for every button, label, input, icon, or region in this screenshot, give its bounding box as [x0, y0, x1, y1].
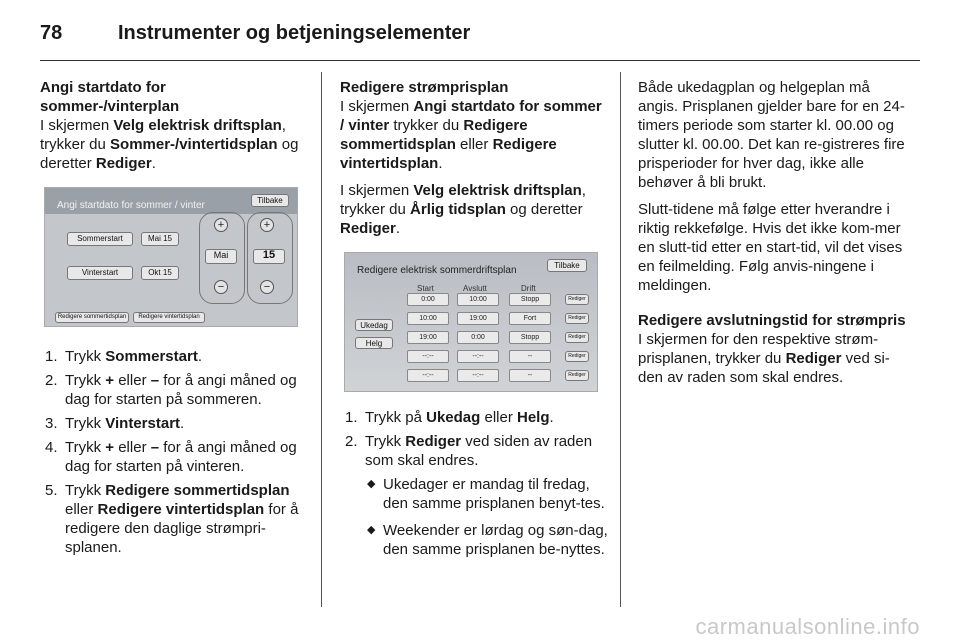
day-minus-button[interactable]: − — [260, 280, 274, 294]
list-item: 1. Trykk Sommerstart. — [45, 348, 202, 365]
paragraph: Både ukedagplan og helgeplan må angis. Prisplanen gjelder bare for en 24-timers periode som starter kl. 00.00 og slutter kl. 00.00. Det kan re-gistreres fire prisperioder for hver dag, ikke alle behøver å bli brukt. — [638, 79, 905, 191]
list-item: 4. Trykk + eller – for å angi måned og dag for starten på vinteren. — [45, 439, 297, 475]
paragraph: I skjermen Velg elektrisk driftsplan, trykker du Årlig tidsplan og deretter Rediger. — [340, 182, 586, 237]
column-header-mode: Drift — [521, 284, 536, 293]
bullet-list — [365, 475, 608, 559]
bullet-item: ◆ Ukedager er mandag til fredag, den samme prisplanen benyt-tes. — [367, 476, 605, 512]
day-value: 15 — [253, 249, 285, 264]
row-end-time: 19:00 — [457, 312, 499, 325]
steps-list — [340, 408, 608, 559]
row-edit-button[interactable]: Rediger — [565, 313, 589, 324]
list-item: 1. Trykk på Ukedag eller Helg. — [345, 409, 554, 426]
row-start-time: 0:00 — [407, 293, 449, 306]
column-header-end: Avslutt — [463, 284, 487, 293]
column-1 — [40, 78, 308, 562]
row-end-time: 0:00 — [457, 331, 499, 344]
summer-date: Mai 15 — [141, 232, 179, 246]
list-item: 2. Trykk + eller – for å angi måned og dag for starten på sommeren. — [45, 372, 297, 408]
row-end-time: --:-- — [457, 350, 499, 363]
row-edit-button[interactable]: Rediger — [565, 332, 589, 343]
row-start-time: 19:00 — [407, 331, 449, 344]
steps-list — [40, 347, 308, 557]
list-item: 3. Trykk Vinterstart. — [45, 415, 185, 432]
header-rule — [40, 60, 920, 61]
row-mode: Stopp — [509, 293, 551, 306]
list-item: 5. Trykk Redigere sommertidsplan eller Redigere vintertidsplan for å redigere den daglige strømpri-splanen. — [45, 482, 299, 556]
column-divider-1 — [321, 72, 322, 607]
section-heading: Redigere strømprisplan I skjermen Angi startdato for sommer / vinter trykker du Redigere sommertidsplan eller Redigere vintertidsplan. — [340, 79, 602, 172]
row-start-time: --:-- — [407, 369, 449, 382]
row-end-time: 10:00 — [457, 293, 499, 306]
month-value: Mai — [205, 249, 237, 264]
weekday-button[interactable]: Ukedag — [355, 319, 393, 331]
section-heading: Redigere avslutningstid for strømpris I skjermen for den respektive strøm-prisplanen, trykker du Rediger ved si-den av raden som skal endres. — [638, 312, 906, 386]
row-edit-button[interactable]: Rediger — [565, 351, 589, 362]
column-3 — [638, 78, 908, 395]
figure-edit-plan-screen — [344, 252, 598, 392]
column-header-start: Start — [417, 284, 434, 293]
summer-start-button[interactable]: Sommerstart — [67, 232, 133, 246]
back-button[interactable]: Tilbake — [251, 194, 289, 207]
row-mode: Stopp — [509, 331, 551, 344]
weekend-button[interactable]: Helg — [355, 337, 393, 349]
row-mode: Fort — [509, 312, 551, 325]
row-edit-button[interactable]: Rediger — [565, 294, 589, 305]
page-title: Instrumenter og betjeningselementer — [118, 22, 471, 44]
month-minus-button[interactable]: − — [214, 280, 228, 294]
row-start-time: --:-- — [407, 350, 449, 363]
back-button[interactable]: Tilbake — [547, 259, 587, 272]
column-divider-2 — [620, 72, 621, 607]
winter-start-button[interactable]: Vinterstart — [67, 266, 133, 280]
row-end-time: --:-- — [457, 369, 499, 382]
bullet-item: ◆ Weekender er lørdag og søn-dag, den samme prisplanen be-nyttes. — [367, 522, 608, 558]
winter-date: Okt 15 — [141, 266, 179, 280]
row-mode: -- — [509, 369, 551, 382]
day-plus-button[interactable]: + — [260, 218, 274, 232]
column-2 — [340, 78, 608, 567]
screen-title: Angi startdato for sommer / vinter — [57, 200, 205, 211]
row-start-time: 10:00 — [407, 312, 449, 325]
row-mode: -- — [509, 350, 551, 363]
watermark: carmanualsonline.info — [695, 614, 920, 639]
paragraph: Slutt-tidene må følge etter hverandre i riktig rekkefølge. Hvis det ikke kom-mer en slutt-tid etter en start-tid, vil det vises en feilmelding. Følg anvis-ningene i meldingen. — [638, 201, 903, 294]
screen-title: Redigere elektrisk sommerdriftsplan — [357, 265, 517, 276]
page-number: 78 — [40, 22, 63, 44]
edit-winter-button[interactable]: Redigere vintertidsplan — [133, 312, 205, 323]
edit-summer-button[interactable]: Redigere sommertidsplan — [55, 312, 129, 323]
section-heading: Angi startdato for sommer-/vinterplan I skjermen Velg elektrisk driftsplan, trykker du Sommer-/vintertidsplan og deretter Rediger. — [40, 79, 299, 172]
month-plus-button[interactable]: + — [214, 218, 228, 232]
figure-start-date-screen — [44, 187, 298, 327]
list-item: 2. Trykk Rediger ved siden av raden som skal endres. ◆ Ukedager er mandag til fredag, den samme prisplanen benyt-tes. ◆ Weekender er lørdag og søn-dag, den samme prisplanen be-nyttes. — [345, 433, 608, 558]
row-edit-button[interactable]: Rediger — [565, 370, 589, 381]
